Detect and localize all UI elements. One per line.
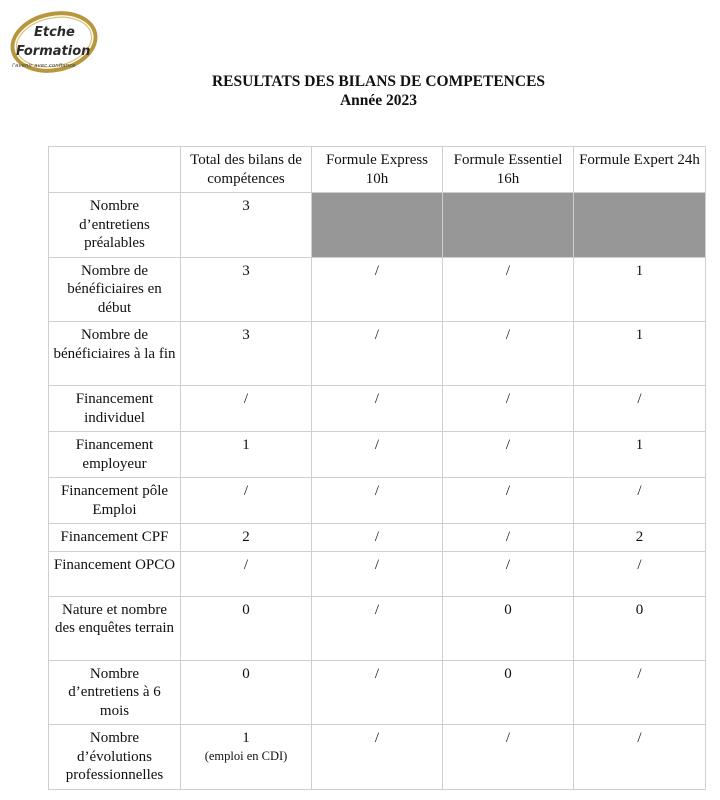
cell-express: / [312,596,443,660]
table-row [49,725,706,790]
cell-expert: / [574,725,706,790]
row-label: Nombre d’entretiens à 6 mois [49,660,181,725]
cell-express: / [312,478,443,524]
cell-total-value: 1 [242,730,250,746]
company-logo [4,6,100,74]
document-title [0,72,720,110]
cell-essentiel: / [443,551,574,596]
cell-total: 0 [181,660,312,725]
header-cell: Formule Express 10h [312,147,443,193]
logo-line2: Formation [16,44,91,59]
cell-express: / [312,551,443,596]
cell-total-note: (emploi en CDI) [204,748,288,763]
row-label: Financement individuel [49,386,181,432]
header-cell [49,147,181,193]
cell-total: / [181,551,312,596]
results-table [48,146,706,790]
cell-express: / [312,432,443,478]
cell-expert: 2 [574,524,706,552]
cell-total: 0 [181,596,312,660]
table-row [49,478,706,524]
title-line1: RESULTATS DES BILANS DE COMPETENCES [211,73,546,90]
cell-expert: 1 [574,322,706,386]
cell-total: 3 [181,257,312,322]
cell-essentiel: / [443,725,574,790]
table-row [49,257,706,322]
cell-total: 3 [181,322,312,386]
row-label: Nature et nombre des enquêtes terrain [49,596,181,660]
row-label: Nombre de bénéficiaires à la fin [49,322,181,386]
table-row [49,432,706,478]
cell-expert: / [574,551,706,596]
table-row [49,193,706,258]
cell-essentiel: 0 [443,660,574,725]
header-cell: Formule Expert 24h [574,147,706,193]
row-label: Nombre d’évolutions professionnelles [49,725,181,790]
header-cell: Total des bilans de compétences [181,147,312,193]
cell-total: 1 [181,432,312,478]
row-label: Nombre d’entretiens préalables [49,193,181,258]
table-row [49,660,706,725]
cell-essentiel-shaded [443,193,574,258]
cell-express: / [312,257,443,322]
cell-expert: 1 [574,257,706,322]
cell-express-shaded [312,193,443,258]
row-label: Financement OPCO [49,551,181,596]
cell-express: / [312,524,443,552]
cell-expert: / [574,478,706,524]
title-line2: Année 2023 [339,92,418,109]
table-row [49,386,706,432]
table-row [49,551,706,596]
cell-express: / [312,386,443,432]
cell-essentiel: / [443,322,574,386]
cell-essentiel: / [443,478,574,524]
cell-expert: / [574,660,706,725]
cell-essentiel: 0 [443,596,574,660]
cell-total [181,725,312,790]
cell-essentiel: / [443,432,574,478]
header-cell: Formule Essentiel 16h [443,147,574,193]
table-row [49,596,706,660]
cell-express: / [312,725,443,790]
table-row [49,322,706,386]
cell-expert: 1 [574,432,706,478]
cell-essentiel: / [443,386,574,432]
cell-expert: 0 [574,596,706,660]
cell-total: 3 [181,193,312,258]
cell-total: / [181,478,312,524]
cell-expert-shaded [574,193,706,258]
cell-essentiel: / [443,524,574,552]
cell-express: / [312,322,443,386]
cell-total: / [181,386,312,432]
table-row [49,524,706,552]
logo-line1: Etche [34,25,75,40]
row-label: Financement employeur [49,432,181,478]
row-label: Financement pôle Emploi [49,478,181,524]
cell-express: / [312,660,443,725]
cell-expert: / [574,386,706,432]
cell-total: 2 [181,524,312,552]
logo-tagline: l'avenir avec confiance [12,63,76,69]
table-header-row [49,147,706,193]
row-label: Financement CPF [49,524,181,552]
row-label: Nombre de bénéficiaires en début [49,257,181,322]
cell-essentiel: / [443,257,574,322]
